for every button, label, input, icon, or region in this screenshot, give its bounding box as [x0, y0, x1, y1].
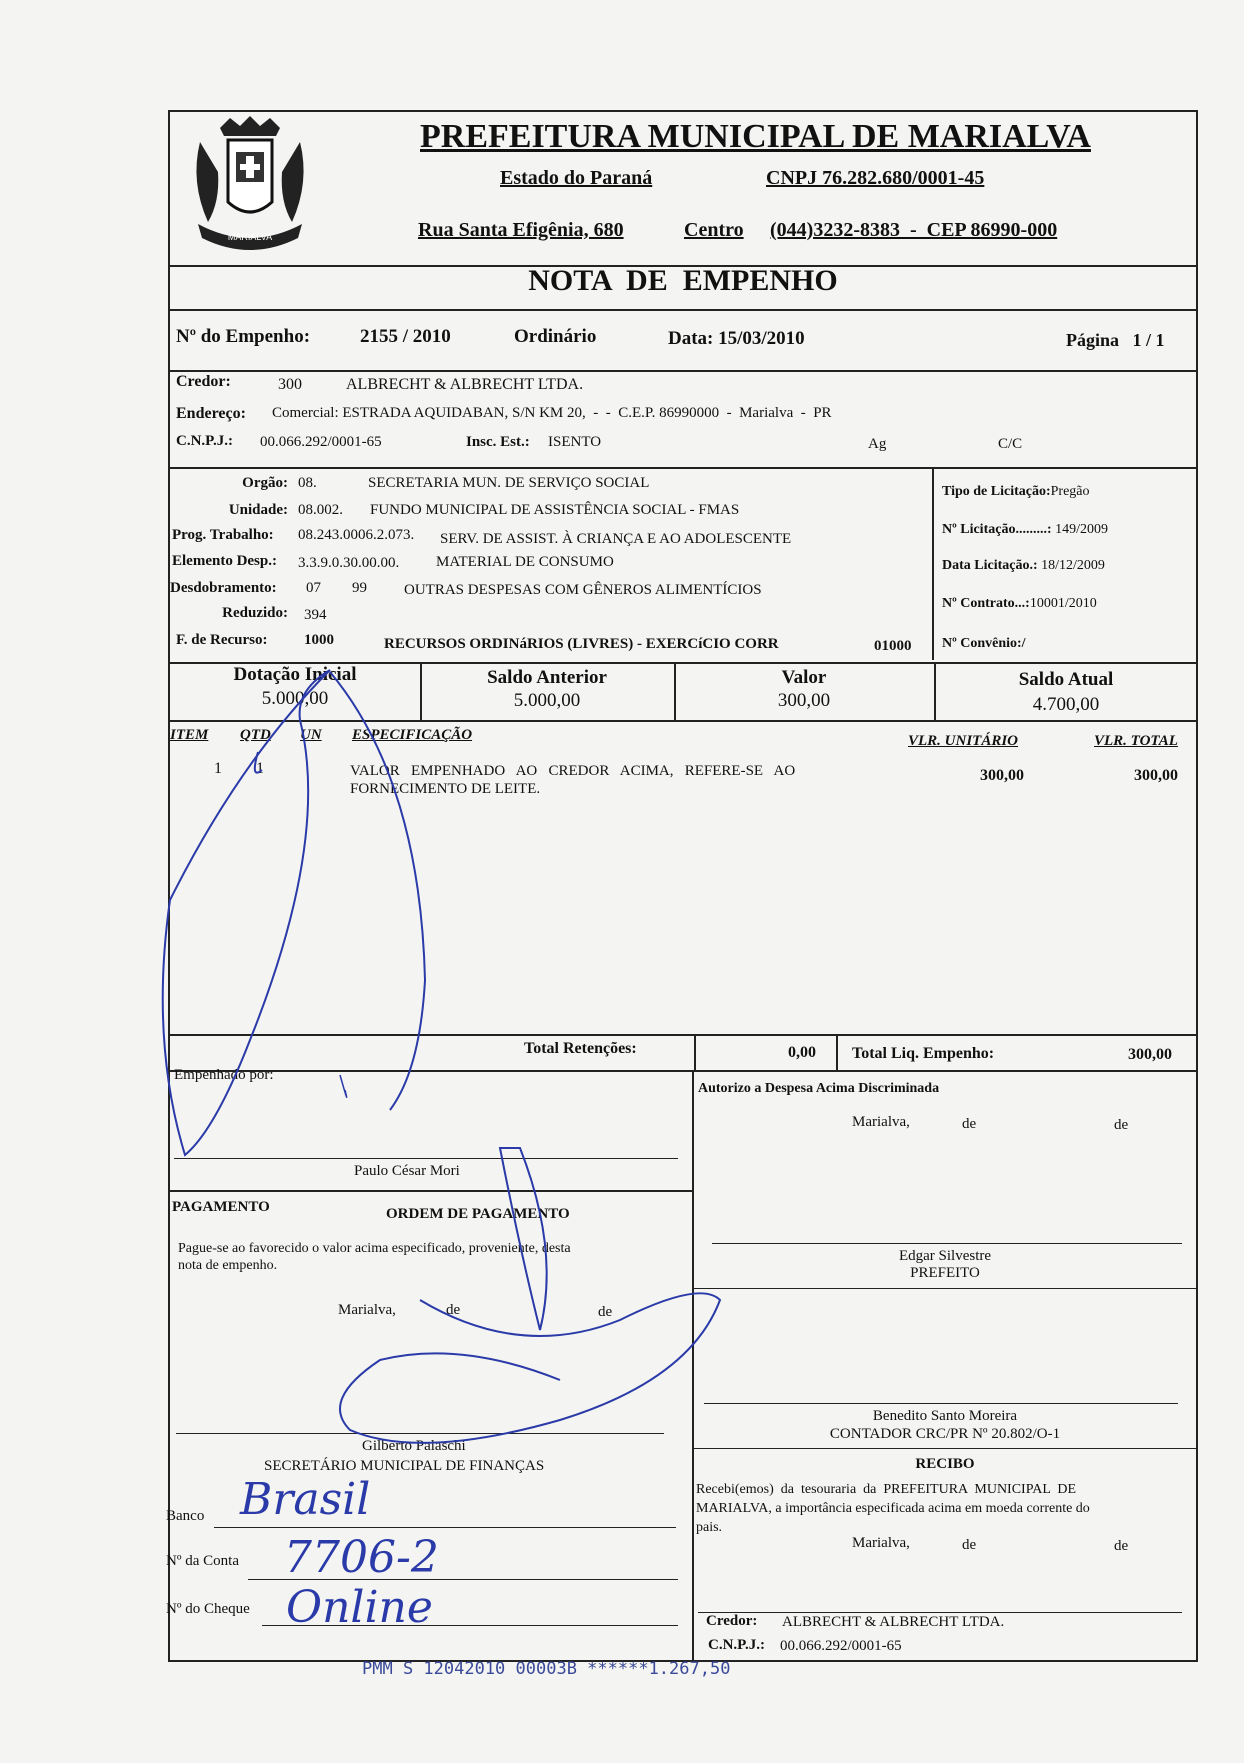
page-number: Página 1 / 1	[1066, 330, 1165, 350]
insc-label: Insc. Est.:	[466, 434, 530, 450]
print-stamp: PMM S 12042010 00003B ******1.267,50	[362, 1659, 731, 1679]
recibo-credor-label: Credor:	[706, 1613, 758, 1629]
address-label: Endereço:	[176, 405, 246, 422]
recibo-cnpj-label: C.N.P.J.:	[708, 1637, 765, 1653]
col-un: UN	[300, 727, 322, 743]
pague-de1: de	[446, 1302, 461, 1318]
recibo-de1: de	[962, 1537, 977, 1553]
recibo-cnpj: 00.066.292/0001-65	[780, 1638, 902, 1654]
org-state: Estado do Paraná	[500, 167, 653, 189]
desd-name: OUTRAS DESPESAS COM GÊNEROS ALIMENTÍCIOS	[404, 582, 762, 598]
reduzido-label: Reduzido:	[222, 605, 288, 621]
col-spec: ESPECIFICAÇÃO	[352, 727, 473, 743]
pague-de2: de	[598, 1304, 613, 1320]
recibo-title: RECIBO	[915, 1456, 975, 1472]
org-district: Centro	[684, 219, 744, 241]
org-cnpj: CNPJ 76.282.680/0001-45	[766, 167, 985, 189]
col-unit-value: VLR. UNITÁRIO	[908, 733, 1019, 749]
fonte-code2: 01000	[874, 638, 912, 654]
credor-cnpj: 00.066.292/0001-65	[260, 434, 382, 450]
fonte-name: RECURSOS ORDINáRIOS (LIVRES) - EXERCíCIO CORR	[384, 636, 779, 652]
unidade-code: 08.002.	[298, 502, 343, 518]
coat-of-arms-logo	[180, 112, 320, 262]
liquido-label: Total Liq. Empenho:	[852, 1045, 995, 1062]
row-unit-value: 300,00	[980, 767, 1024, 784]
col-qtd: QTD	[240, 727, 271, 743]
liquido-value: 300,00	[1128, 1046, 1172, 1063]
row-spec-line2: FORNECIMENTO DE LEITE.	[350, 781, 541, 797]
prefeito-name: Edgar Silvestre	[898, 1248, 992, 1264]
row-total-value: 300,00	[1134, 767, 1178, 784]
recibo-city: Marialva,	[852, 1535, 910, 1551]
empenhado-name: Paulo César Mori	[354, 1163, 460, 1179]
row-qtd: 1	[256, 760, 264, 777]
autorizo-de2: de	[1114, 1117, 1129, 1133]
credor-cnpj-label: C.N.P.J.:	[176, 433, 233, 449]
financas-name: Gilberto Palaschi	[362, 1438, 466, 1454]
empenho-label: Nº do Empenho:	[176, 326, 311, 347]
financas-title: SECRETÁRIO MUNICIPAL DE FINANÇAS	[264, 1458, 545, 1474]
unidade-label: Unidade:	[228, 502, 288, 518]
data-licitacao: Data Licitação.: 18/12/2009	[942, 558, 1105, 573]
ordem-pagamento-title: ORDEM DE PAGAMENTO	[386, 1206, 570, 1222]
num-licitacao: Nº Licitação.........: 149/2009	[942, 522, 1108, 537]
retencoes-label: Total Retenções:	[524, 1040, 637, 1057]
ag-label: Ag	[868, 436, 887, 452]
elem-label: Elemento Desp.:	[172, 553, 277, 569]
col-item: ITEM	[170, 727, 209, 743]
document-title: NOTA DE EMPENHO	[528, 264, 838, 297]
empenho-number: 2155 / 2010	[360, 326, 451, 347]
orgao-code: 08.	[298, 475, 317, 491]
insc-value: ISENTO	[548, 434, 602, 450]
valor-value: 300,00	[777, 690, 831, 711]
prog-name: SERV. DE ASSIST. À CRIANÇA E AO ADOLESCENTE	[440, 531, 792, 547]
retencoes-value: 0,00	[788, 1044, 816, 1061]
dotacao-label: Dotação Inicial	[233, 664, 357, 685]
cc-label: C/C	[998, 436, 1023, 452]
cheque-handwritten: Online	[286, 1582, 433, 1633]
empenho-date: Data: 15/03/2010	[668, 328, 805, 349]
desd-code2: 99	[352, 580, 367, 596]
elem-name: MATERIAL DE CONSUMO	[436, 554, 614, 570]
org-phone-cep: (044)3232-8383 - CEP 86990-000	[770, 219, 1058, 241]
col-total-value: VLR. TOTAL	[1094, 733, 1178, 749]
saldo-atual-value: 4.700,00	[1032, 694, 1100, 715]
pague-city: Marialva,	[338, 1302, 396, 1318]
num-convenio: Nº Convênio:/	[942, 636, 1026, 651]
prog-code: 08.243.0006.2.073.	[298, 527, 415, 543]
empenhado-label: Empenhado por:	[174, 1067, 274, 1083]
unidade-name: FUNDO MUNICIPAL DE ASSISTÊNCIA SOCIAL - FMAS	[370, 502, 740, 518]
saldo-anterior-value: 5.000,00	[513, 690, 581, 711]
credor-name: ALBRECHT & ALBRECHT LTDA.	[346, 376, 584, 393]
recibo-line2: MARIALVA, a importância especificada acima em moeda corrente do	[696, 1501, 1090, 1516]
tipo-licitacao: Tipo de Licitação:Pregão	[942, 484, 1090, 499]
prefeito-title: PREFEITO	[910, 1265, 980, 1281]
fonte-code: 1000	[304, 632, 334, 648]
recibo-de2: de	[1114, 1538, 1129, 1554]
row-spec-line1: VALOR EMPENHADO AO CREDOR ACIMA, REFERE-SE AO	[350, 763, 796, 779]
contador-name: Benedito Santo Moreira	[872, 1408, 1018, 1424]
recibo-credor: ALBRECHT & ALBRECHT LTDA.	[782, 1614, 1005, 1630]
fonte-label: F. de Recurso:	[176, 632, 268, 648]
desd-code1: 07	[306, 580, 321, 596]
prog-label: Prog. Trabalho:	[172, 527, 274, 543]
orgao-name: SECRETARIA MUN. DE SERVIÇO SOCIAL	[368, 475, 650, 491]
credor-code: 300	[278, 376, 302, 393]
saldo-atual-label: Saldo Atual	[1018, 669, 1114, 690]
banco-handwritten: Brasil	[240, 1474, 371, 1525]
contador-title: CONTADOR CRC/PR Nº 20.802/O-1	[829, 1426, 1061, 1442]
recibo-line1: Recebi(emos) da tesouraria da PREFEITURA MUNICIPAL DE	[696, 1482, 1077, 1497]
desd-label: Desdobramento:	[170, 580, 277, 596]
pague-text-line2: nota de empenho.	[178, 1258, 278, 1273]
conta-handwritten: 7706-2	[284, 1532, 439, 1583]
conta-label: Nº da Conta	[166, 1553, 239, 1569]
recibo-line3: pais.	[696, 1520, 723, 1535]
autorizo-de1: de	[962, 1116, 977, 1132]
num-contrato: Nº Contrato...:10001/2010	[942, 596, 1097, 611]
autorizo-city: Marialva,	[852, 1114, 910, 1130]
elem-code: 3.3.9.0.30.00.00.	[298, 555, 400, 571]
dotacao-value: 5.000,00	[261, 688, 329, 709]
row-item: 1	[214, 760, 222, 777]
banco-label: Banco	[166, 1508, 205, 1524]
pague-text-line1: Pague-se ao favorecido o valor acima especificado, proveniente, desta	[178, 1241, 571, 1256]
svg-text:MARIALVA: MARIALVA	[227, 232, 273, 242]
pagamento-title: PAGAMENTO	[172, 1199, 270, 1215]
autorizo-text: Autorizo a Despesa Acima Discriminada	[698, 1081, 940, 1096]
org-street: Rua Santa Efigênia, 680	[418, 219, 624, 241]
credor-address: Comercial: ESTRADA AQUIDABAN, S/N KM 20, - - C.E.P. 86990000 - Marialva - PR	[272, 405, 832, 421]
credor-label: Credor:	[176, 373, 231, 390]
empenho-type: Ordinário	[514, 326, 597, 347]
org-title: PREFEITURA MUNICIPAL DE MARIALVA	[420, 118, 1091, 155]
valor-label: Valor	[781, 667, 827, 688]
cheque-label: Nº do Cheque	[166, 1601, 250, 1617]
saldo-anterior-label: Saldo Anterior	[487, 667, 607, 688]
orgao-label: Orgão:	[242, 475, 288, 491]
reduzido-value: 394	[304, 607, 327, 623]
